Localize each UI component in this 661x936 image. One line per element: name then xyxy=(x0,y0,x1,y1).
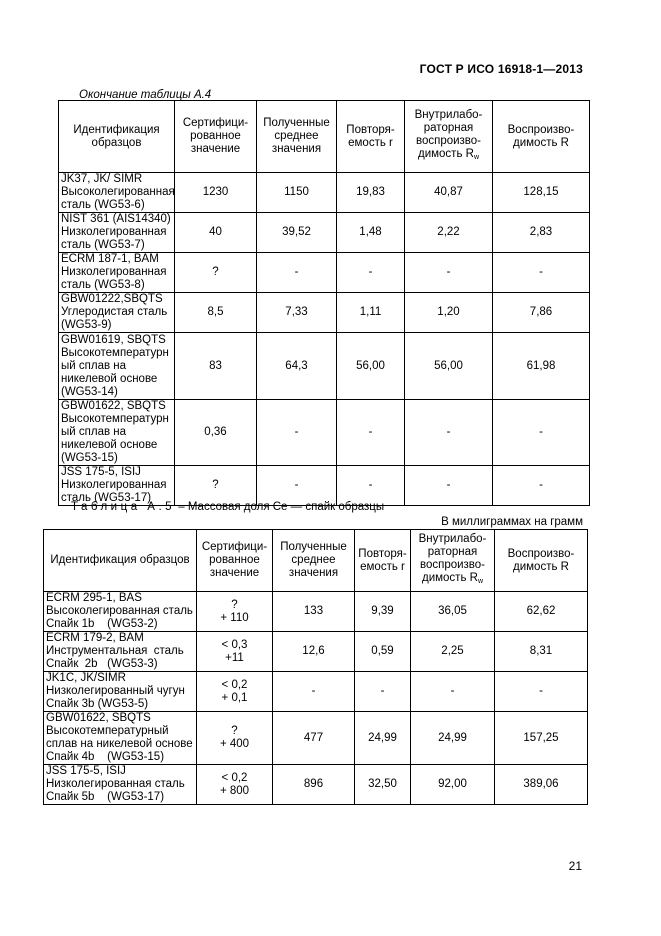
sample-id-line: Низколегированная сталь xyxy=(46,778,185,790)
col-header-rw-text: Внутрилабо-раторная воспроизво-димость R xyxy=(414,109,483,160)
table-row xyxy=(44,632,588,672)
R-cell: 61,98 xyxy=(493,333,590,400)
r-cell: 9,39 xyxy=(355,592,411,632)
cert-cell xyxy=(197,592,273,632)
col-header-rw xyxy=(405,101,493,173)
R-cell: - xyxy=(493,400,590,466)
col-header-cert: Сертифици-рованное значение xyxy=(197,530,273,592)
col-header-id: Идентификация образцов xyxy=(59,101,175,173)
table-row xyxy=(44,765,588,805)
table-row xyxy=(59,466,590,506)
cert-line: < 0,2 xyxy=(221,771,248,784)
mean-cell: 133 xyxy=(273,592,355,632)
table-a5-caption xyxy=(71,501,384,513)
cert-line: + 800 xyxy=(219,784,250,797)
col-header-rw xyxy=(411,530,495,592)
cert-cell xyxy=(197,672,273,712)
mean-cell: - xyxy=(257,466,337,506)
col-header-R: Воспроизво-димость R xyxy=(495,530,588,592)
col-header-id: Идентификация образцов xyxy=(44,530,197,592)
r-cell: 0,59 xyxy=(355,632,411,672)
sample-id-line: Спайк 2b (WG53-3) xyxy=(46,658,158,670)
mean-cell: 39,52 xyxy=(257,213,337,253)
sample-id-line: Спайк 3b (WG53-5) xyxy=(46,698,149,710)
rw-cell: - xyxy=(405,253,493,293)
sample-id-cell xyxy=(44,632,197,672)
sample-id-cell xyxy=(44,672,197,712)
sample-id-cell xyxy=(44,712,197,765)
sample-id-cell: JK37, JK/ SIMR Высоколегированная сталь (WG53-6) xyxy=(59,173,175,213)
mean-cell: 477 xyxy=(273,712,355,765)
col-header-r: Повторя-емость r xyxy=(337,101,405,173)
sample-id-line: Спайк 5b (WG53-17) xyxy=(46,791,165,803)
cert-line: + 0,1 xyxy=(221,691,248,704)
sample-id-line: JK1C, JK/SIMR xyxy=(46,672,126,684)
sample-id-line: ECRM 295-1, BAS xyxy=(46,592,142,604)
mean-cell: - xyxy=(257,400,337,466)
rw-cell: 1,20 xyxy=(405,293,493,333)
table-a4-caption: Окончание таблицы А.4 xyxy=(79,89,212,101)
table-a4-body xyxy=(59,173,590,506)
table-row xyxy=(44,592,588,632)
R-cell: - xyxy=(493,466,590,506)
r-cell: - xyxy=(355,672,411,712)
cert-line: ? xyxy=(231,598,238,611)
r-cell: - xyxy=(337,253,405,293)
rw-cell: 92,00 xyxy=(411,765,495,805)
table-a5-title: Массовая доля Се — спайк образцы xyxy=(187,501,385,513)
mean-cell: - xyxy=(257,253,337,293)
table-row xyxy=(59,293,590,333)
cert-cell: 8,5 xyxy=(175,293,257,333)
cert-cell: 1230 xyxy=(175,173,257,213)
table-row xyxy=(59,213,590,253)
rw-subscript: w xyxy=(477,578,483,585)
R-cell: 2,83 xyxy=(493,213,590,253)
mean-cell: - xyxy=(273,672,355,712)
col-header-mean: Полученные среднее значения xyxy=(273,530,355,592)
cert-cell: 83 xyxy=(175,333,257,400)
R-cell: 389,06 xyxy=(495,765,588,805)
sample-id-line: Инструментальная сталь xyxy=(46,645,184,657)
sample-id-cell xyxy=(44,592,197,632)
rw-cell: 2,25 xyxy=(411,632,495,672)
r-cell: 32,50 xyxy=(355,765,411,805)
r-cell: 1,11 xyxy=(337,293,405,333)
sample-id-cell: NIST 361 (AIS14340) Низколегированная сталь (WG53-7) xyxy=(59,213,175,253)
col-header-R: Воспроизво-димость R xyxy=(493,101,590,173)
cert-cell: 40 xyxy=(175,213,257,253)
mean-cell: 64,3 xyxy=(257,333,337,400)
sample-id-line: Низколегированный чугун xyxy=(46,685,185,697)
cert-line: < 0,3 xyxy=(221,638,248,651)
mean-cell: 1150 xyxy=(257,173,337,213)
r-cell: - xyxy=(337,466,405,506)
sample-id-line: Спайк 4b (WG53-15) xyxy=(46,751,165,763)
R-cell: 62,62 xyxy=(495,592,588,632)
table-a4-header-row xyxy=(59,101,590,173)
rw-cell: 24,99 xyxy=(411,712,495,765)
table-row xyxy=(59,173,590,213)
mean-cell: 7,33 xyxy=(257,293,337,333)
rw-cell: 36,05 xyxy=(411,592,495,632)
cert-line: + 400 xyxy=(219,738,250,750)
mean-cell: 896 xyxy=(273,765,355,805)
R-cell: 8,31 xyxy=(495,632,588,672)
sample-id-line: JSS 175-5, ISIJ xyxy=(46,765,126,777)
cert-line: + 110 xyxy=(220,611,249,624)
page-number: 21 xyxy=(568,859,582,873)
r-cell: - xyxy=(337,400,405,466)
table-a5-body xyxy=(44,592,588,805)
R-cell: - xyxy=(495,672,588,712)
table-a4 xyxy=(58,100,590,506)
R-cell: - xyxy=(493,253,590,293)
sample-id-line: сплав на никелевой основе xyxy=(46,738,193,750)
sample-id-line: Высокотемпературный xyxy=(46,725,169,737)
sample-id-cell: JSS 175-5, ISIJ Низколегированная сталь (WG53-17) xyxy=(59,466,175,506)
rw-cell: 56,00 xyxy=(405,333,493,400)
cert-cell xyxy=(197,765,273,805)
cert-cell: ? xyxy=(175,466,257,506)
col-header-rw-text: Внутрилабо-раторная воспроизво-димость R xyxy=(418,533,487,584)
sample-id-cell: GBW01222,SBQTS Углеродистая сталь (WG53-9) xyxy=(59,293,175,333)
rw-cell: - xyxy=(405,466,493,506)
table-row xyxy=(59,333,590,400)
table-a5-label: Таблица А.5 xyxy=(71,501,176,513)
col-header-mean: Полученные среднее значения xyxy=(257,101,337,173)
R-cell: 7,86 xyxy=(493,293,590,333)
cert-cell xyxy=(197,632,273,672)
table-a5-header-row xyxy=(44,530,588,592)
table-row xyxy=(44,672,588,712)
cert-line: +11 xyxy=(225,651,244,664)
rw-cell: - xyxy=(405,400,493,466)
col-header-cert: Сертифици-рованное значение xyxy=(175,101,257,173)
cert-cell xyxy=(197,712,273,765)
sample-id-cell: GBW01622, SBQTS Высокотемпературн ый сплав на никелевой основе (WG53-15) xyxy=(59,400,175,466)
R-cell: 128,15 xyxy=(493,173,590,213)
sample-id-line: Спайк 1b (WG53-2) xyxy=(46,618,158,630)
cert-line: ? xyxy=(231,725,238,737)
sample-id-cell: ECRM 187-1, BAM Низколегированная сталь (WG53-8) xyxy=(59,253,175,293)
r-cell: 19,83 xyxy=(337,173,405,213)
cert-line: < 0,2 xyxy=(221,678,248,691)
rw-subscript: w xyxy=(473,154,479,161)
sample-id-cell: GBW01619, SBQTS Высокотемпературн ый сплав на никелевой основе (WG53-14) xyxy=(59,333,175,400)
table-row xyxy=(59,400,590,466)
r-cell: 24,99 xyxy=(355,712,411,765)
units-note: В миллиграммах на грамм xyxy=(441,516,583,528)
sample-id-cell xyxy=(44,765,197,805)
mean-cell: 12,6 xyxy=(273,632,355,672)
cert-cell: 0,36 xyxy=(175,400,257,466)
R-cell: 157,25 xyxy=(495,712,588,765)
rw-cell: 2,22 xyxy=(405,213,493,253)
cert-cell: ? xyxy=(175,253,257,293)
sample-id-line: GBW01622, SBQTS xyxy=(46,712,151,724)
table-row xyxy=(44,712,588,765)
rw-cell: 40,87 xyxy=(405,173,493,213)
table-row xyxy=(59,253,590,293)
table-a5-dash: – xyxy=(175,501,188,513)
rw-cell: - xyxy=(411,672,495,712)
col-header-r: Повторя-емость r xyxy=(355,530,411,592)
sample-id-line: ECRM 179-2, BAM xyxy=(46,632,144,644)
table-a5 xyxy=(43,529,588,805)
r-cell: 56,00 xyxy=(337,333,405,400)
sample-id-line: Высоколегированная сталь xyxy=(46,605,193,617)
document-header: ГОСТ Р ИСО 16918-1—2013 xyxy=(419,62,583,76)
r-cell: 1,48 xyxy=(337,213,405,253)
